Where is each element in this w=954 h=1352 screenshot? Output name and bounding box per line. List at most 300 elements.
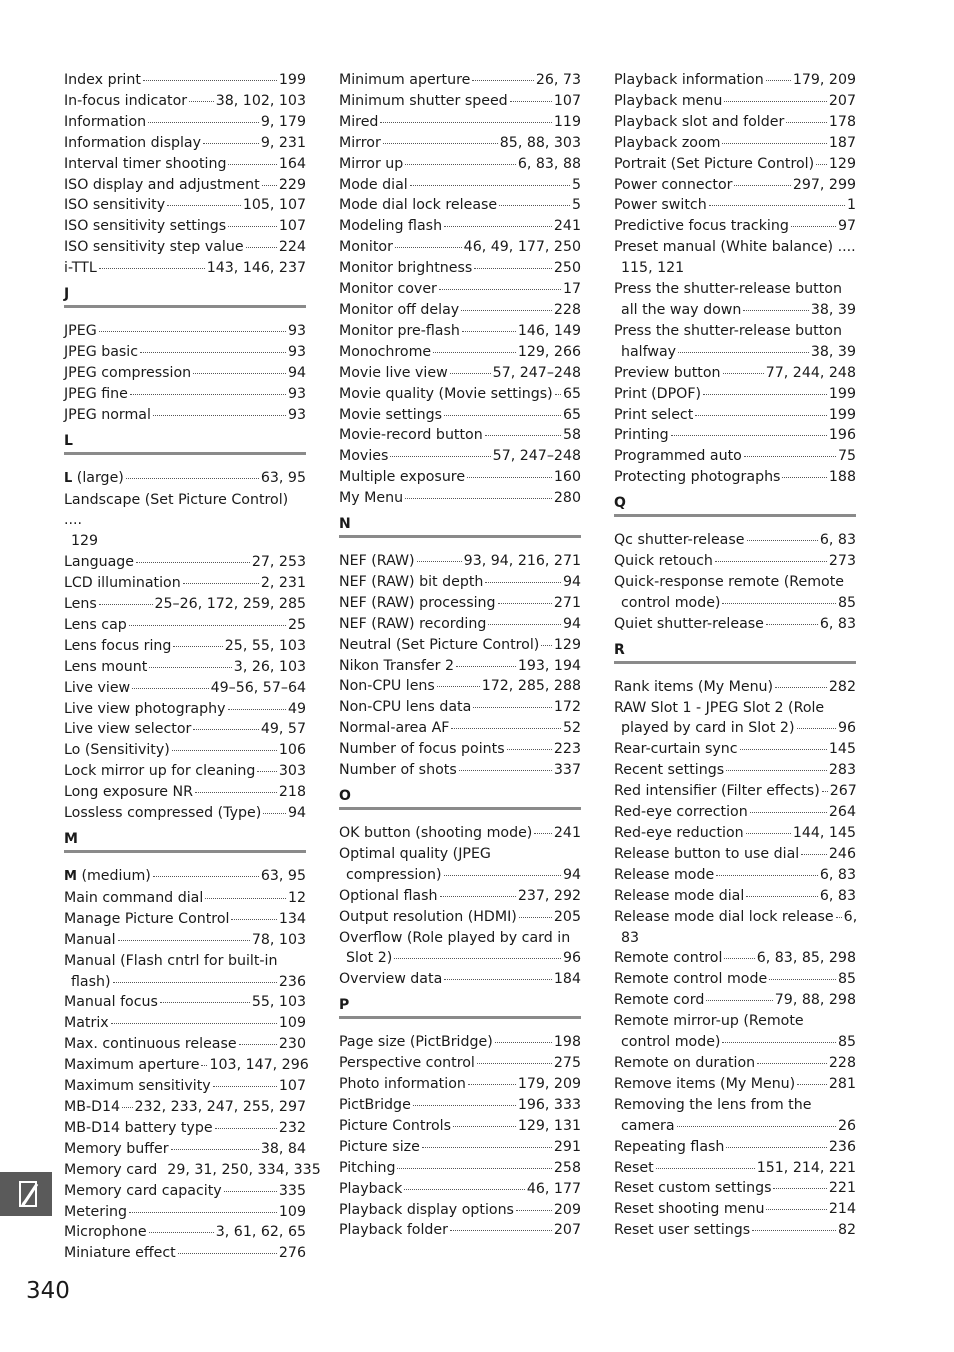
entry-pages: 236 — [828, 1138, 856, 1155]
entry-term: Mode dial lock release — [339, 197, 498, 214]
leader-dots — [724, 101, 827, 102]
index-entry — [339, 635, 581, 656]
leader-dots — [153, 415, 286, 416]
index-entry — [64, 154, 306, 175]
leader-dots — [417, 561, 462, 562]
entry-term: Movie-record button — [339, 427, 483, 444]
entry-pages: 105, 107 — [242, 197, 306, 214]
leader-dots — [474, 268, 552, 269]
index-entry — [614, 321, 856, 363]
entry-pages: 276 — [278, 1245, 306, 1262]
entry-term: Preset manual (White balance) — [614, 239, 834, 256]
entry-pages: 96 — [837, 720, 856, 737]
index-entry — [64, 909, 306, 930]
entry-pages: 1 — [846, 197, 856, 214]
entry-term: Release mode dial lock release — [614, 908, 834, 925]
index-entry — [339, 1200, 581, 1221]
entry-term: Mirror up — [339, 155, 404, 172]
entry-term: Manual (Flash cntrl for built-in — [64, 952, 278, 969]
entry-continuation: compression) — [346, 866, 442, 883]
leader-dots — [173, 646, 222, 647]
leader-dots — [213, 1086, 277, 1087]
entry-pages: 9, 231 — [260, 134, 306, 151]
leader-dots — [671, 435, 827, 436]
leader-dots — [228, 709, 286, 710]
entry-term-text: (medium) — [76, 868, 151, 884]
entry-term: Playback slot and folder — [614, 113, 785, 130]
leader-dots — [140, 352, 286, 353]
entry-pages: 282 — [828, 678, 856, 695]
entry-pages: 143, 146, 237 — [206, 260, 306, 277]
entry-term: Manual focus — [64, 994, 158, 1011]
leader-dots — [656, 1168, 755, 1169]
index-entry — [614, 802, 856, 823]
entry-pages: 224 — [278, 239, 306, 256]
leader-dots — [450, 373, 491, 374]
index-entry — [339, 258, 581, 279]
leader-dots — [541, 645, 552, 646]
entry-term: Microphone — [64, 1224, 147, 1241]
index-entry — [339, 1074, 581, 1095]
index-entry — [339, 886, 581, 907]
leader-dots — [129, 625, 286, 626]
entry-pages: 38, 39 — [810, 343, 856, 360]
index-entry — [614, 405, 856, 426]
section-tab — [0, 1172, 52, 1216]
entry-pages: 2, 231 — [260, 575, 306, 592]
index-entry — [339, 154, 581, 175]
entry-pages: 228 — [553, 301, 581, 318]
index-entry — [614, 1053, 856, 1074]
entry-term: Remote control mode — [614, 971, 768, 988]
leader-dots — [193, 729, 259, 730]
entry-term: Red-eye reduction — [614, 825, 744, 841]
entry-pages: 6, 83 — [819, 887, 856, 904]
section-letter-m: M — [64, 831, 306, 853]
leader-dots — [183, 583, 259, 584]
index-entry — [64, 384, 306, 405]
leader-dots — [405, 498, 552, 499]
entry-term: Picture size — [339, 1138, 420, 1155]
leader-dots — [171, 1149, 259, 1150]
index-entry — [64, 678, 306, 699]
index-entry — [64, 1013, 306, 1034]
entry-pages: 77, 244, 248 — [765, 364, 856, 381]
entry-term: Preview button — [614, 364, 721, 381]
entry-term: Maximum sensitivity — [64, 1078, 211, 1095]
entry-term: PictBridge — [339, 1096, 411, 1113]
leader-dots — [143, 80, 277, 81]
index-entry — [614, 195, 856, 216]
entry-pages: 65 — [562, 406, 581, 423]
entry-term: Minimum aperture — [339, 72, 471, 88]
leader-dots — [167, 205, 241, 206]
leader-dots — [113, 982, 277, 983]
index-entry — [339, 551, 581, 572]
entry-pages: 164 — [278, 155, 306, 172]
leader-dots — [555, 394, 561, 395]
index-entry — [614, 384, 856, 405]
entry-term: Multiple exposure — [339, 469, 466, 486]
entry-pages: 94 — [562, 866, 581, 883]
leader-dots — [498, 603, 552, 604]
leader-dots — [499, 205, 570, 206]
leader-dots — [461, 310, 552, 311]
index-entry — [64, 1222, 306, 1243]
entry-pages: 267 — [829, 783, 857, 800]
index-entry — [339, 1137, 581, 1158]
entry-continuation: camera — [621, 1117, 675, 1134]
entry-term — [64, 866, 151, 888]
index-entry — [64, 573, 306, 594]
index-entry — [339, 237, 581, 258]
entry-pages: 273 — [828, 553, 856, 570]
leader-dots — [797, 728, 836, 729]
entry-term: OK button (shooting mode) — [339, 825, 533, 841]
leader-dots — [769, 979, 836, 980]
leader-dots — [726, 770, 827, 771]
entry-term: Pitching — [339, 1159, 396, 1176]
entry-term: Index print — [64, 72, 141, 88]
entry-pages: 85 — [837, 1034, 856, 1051]
entry-term: Press the shutter-release button — [614, 322, 842, 339]
entry-pages: 237, 292 — [517, 887, 581, 904]
leader-dots — [836, 917, 842, 918]
entry-pages: 145 — [828, 741, 856, 758]
entry-continuation: flash) — [71, 973, 111, 990]
entry-term: Picture Controls — [339, 1117, 451, 1134]
entry-term: Lossless compressed (Type) — [64, 805, 262, 822]
entry-pages: 6, 83, 85, 298 — [756, 950, 856, 967]
leader-dots — [149, 1232, 214, 1233]
leader-dots — [453, 1126, 516, 1127]
leader-dots — [394, 958, 561, 959]
leader-dots — [444, 415, 561, 416]
entry-term: Playback folder — [339, 1222, 448, 1239]
entry-pages: 97 — [837, 218, 856, 235]
entry-term: Monochrome — [339, 343, 432, 360]
index-entry — [339, 969, 581, 990]
leader-dots — [485, 582, 561, 583]
leader-dots — [239, 1044, 277, 1045]
entry-term: Live view selector — [64, 721, 192, 738]
entry-term: Reset custom settings — [614, 1180, 772, 1197]
leader-dots — [746, 896, 818, 897]
index-entry — [64, 699, 306, 720]
index-entry — [339, 112, 581, 133]
entry-pages: 12 — [287, 889, 306, 906]
leader-dots — [782, 477, 826, 478]
entry-term: Number of focus points — [339, 741, 505, 758]
entry-pages: 103, 147, 296 — [209, 1057, 309, 1074]
entry-term: RAW Slot 1 - JPEG Slot 2 (Role — [614, 699, 825, 716]
entry-pages: 199 — [278, 72, 306, 88]
index-entry — [339, 425, 581, 446]
leader-dots — [437, 686, 480, 687]
index-entry — [614, 614, 856, 635]
entry-term: Minimum shutter speed — [339, 92, 508, 109]
entry-continuation: 115, 121 — [621, 260, 685, 277]
index-entry — [614, 279, 856, 321]
section-letter-r: R — [614, 642, 856, 664]
leader-dots — [122, 1107, 132, 1108]
leader-dots — [757, 1063, 827, 1064]
entry-term: Movies — [339, 448, 389, 465]
entry-term: Max. continuous release — [64, 1036, 237, 1053]
leader-dots — [488, 624, 561, 625]
entry-term: Overflow (Role played by card in — [339, 929, 571, 946]
index-entry — [339, 1032, 581, 1053]
index-entry — [339, 446, 581, 467]
entry-term: Language — [64, 554, 135, 571]
entry-term: Printing — [614, 427, 669, 444]
entry-pages: 207 — [828, 92, 856, 109]
entry-term: Information — [64, 113, 147, 130]
index-entry — [339, 384, 581, 405]
leader-dots — [722, 603, 835, 604]
leader-dots — [791, 226, 836, 227]
entry-continuation: control mode) — [621, 594, 721, 611]
entry-pages: 107 — [278, 1078, 306, 1095]
leader-dots — [160, 1002, 250, 1003]
index-entry — [614, 990, 856, 1011]
entry-pages: 207 — [553, 1222, 581, 1239]
index-entry — [614, 739, 856, 760]
index-entry — [614, 907, 856, 949]
entry-term: Predictive focus tracking — [614, 218, 789, 235]
index-entry — [614, 216, 856, 237]
leader-dots — [766, 1209, 826, 1210]
index-entry — [339, 572, 581, 593]
index-entry — [614, 969, 856, 990]
entry-pages: 129, 266 — [517, 343, 581, 360]
entry-term: Monitor cover — [339, 281, 437, 298]
entry-term: Memory buffer — [64, 1140, 169, 1157]
index-entry — [339, 216, 581, 237]
entry-pages: 49, 57 — [260, 721, 306, 738]
index-entry — [339, 91, 581, 112]
entry-term: Main command dial — [64, 889, 204, 906]
entry-pages: 57, 247–248 — [492, 448, 581, 465]
leader-dots — [439, 289, 561, 290]
entry-pages: 241 — [553, 218, 581, 235]
entry-pages: 246 — [828, 845, 856, 862]
entry-pages: 94 — [287, 364, 306, 381]
leader-dots — [246, 247, 277, 248]
section-letter-q: Q — [614, 495, 856, 517]
entry-pages: 178 — [828, 113, 856, 130]
entry-term: Memory card capacity — [64, 1182, 222, 1199]
entry-pages: 78, 103 — [251, 931, 306, 948]
entry-pages: 106 — [278, 742, 306, 759]
entry-pages: 119 — [553, 113, 581, 130]
entry-term: Live view — [64, 679, 131, 696]
index-entry — [339, 907, 581, 928]
entry-pages: 283 — [828, 762, 856, 779]
index-entry — [64, 112, 306, 133]
section-letter-j: J — [64, 286, 306, 308]
entry-term: Remote control — [614, 950, 723, 967]
entry-pages: 184 — [553, 971, 581, 988]
entry-pages: 297, 299 — [792, 176, 856, 193]
entry-term: ISO display and adjustment — [64, 176, 260, 193]
leader-dots — [695, 415, 827, 416]
entry-term: Monitor pre-flash — [339, 322, 460, 339]
entry-term: Playback — [339, 1180, 403, 1197]
index-entry — [339, 321, 581, 342]
index-entry — [64, 342, 306, 363]
entry-continuation: Slot 2) — [346, 950, 393, 967]
entry-term: Normal-area AF — [339, 720, 450, 737]
index-entry — [614, 91, 856, 112]
leader-dots — [257, 771, 277, 772]
index-entry — [64, 1055, 309, 1076]
index-entry — [64, 321, 306, 342]
entry-pages: 96 — [562, 950, 581, 967]
index-entry — [339, 1220, 581, 1241]
entry-pages: 93 — [287, 406, 306, 423]
entry-pages: 196 — [828, 427, 856, 444]
entry-term: In-focus indicator — [64, 92, 188, 109]
entry-term: Non-CPU lens data — [339, 699, 472, 716]
leader-dots — [132, 688, 208, 689]
entry-pages: 93 — [287, 385, 306, 402]
leader-dots — [203, 143, 259, 144]
entry-term: Lens — [64, 596, 97, 613]
entry-continuation: all the way down — [621, 301, 742, 318]
index-entry — [64, 657, 306, 678]
leader-dots — [801, 854, 827, 855]
leader-dots — [440, 896, 516, 897]
leader-dots — [380, 122, 551, 123]
leader-dots — [395, 247, 462, 248]
entry-pages: 85 — [837, 594, 856, 611]
entry-term: Playback information — [614, 72, 764, 88]
index-entry — [614, 70, 856, 91]
entry-term: My Menu — [339, 490, 404, 507]
leader-dots — [231, 919, 276, 920]
leader-dots — [459, 770, 552, 771]
index-entry — [64, 866, 306, 888]
entry-pages: 218 — [278, 784, 306, 801]
entry-term: Lens focus ring — [64, 637, 172, 654]
entry-term: NEF (RAW) — [339, 553, 415, 570]
entry-pages: 49–56, 57–64 — [210, 679, 306, 696]
index-entry — [614, 1011, 856, 1053]
index-entry — [64, 91, 306, 112]
leader-dots — [773, 1188, 826, 1189]
index-entry — [339, 593, 581, 614]
entry-term: Page size (PictBridge) — [339, 1034, 493, 1051]
leader-dots — [786, 122, 827, 123]
entry-term: Playback menu — [614, 92, 723, 109]
entry-term: Non-CPU lens — [339, 678, 435, 695]
index-entry — [64, 782, 306, 803]
entry-pages: 230 — [278, 1036, 306, 1053]
index-entry — [64, 992, 306, 1013]
entry-term: Mode dial — [339, 176, 408, 193]
entry-term: Live view photography — [64, 700, 226, 717]
entry-term: Matrix — [64, 1015, 109, 1032]
leader-dots — [262, 185, 277, 186]
index-entry — [614, 530, 856, 551]
index-entry — [64, 1160, 321, 1181]
entry-term: Rank items (My Menu) — [614, 678, 774, 695]
entry-term: Print select — [614, 406, 694, 423]
leader-dots — [99, 268, 205, 269]
entry-term: MB-D14 — [64, 1098, 121, 1115]
leader-dots — [746, 833, 791, 834]
entry-term: Release mode — [614, 866, 715, 883]
index-entry — [64, 195, 306, 216]
index-entry — [64, 1202, 306, 1223]
index-entry — [64, 951, 306, 993]
section-letter-o: O — [339, 788, 581, 810]
index-column-2 — [339, 70, 581, 1241]
index-entry — [339, 739, 581, 760]
leader-dots: .... — [64, 512, 83, 529]
page-number: 340 — [26, 1278, 70, 1304]
index-entry — [614, 363, 856, 384]
index-entry — [614, 844, 856, 865]
index-entry — [339, 760, 581, 781]
index-column-1 — [64, 70, 321, 1264]
entry-term: Reset shooting menu — [614, 1201, 765, 1218]
index-entry — [614, 1137, 856, 1158]
leader-dots — [534, 833, 552, 834]
entry-pages: 85 — [837, 971, 856, 988]
leader-dots — [467, 477, 552, 478]
entry-pages: 109 — [278, 1015, 306, 1032]
entry-pages: 93 — [287, 343, 306, 360]
entry-term: Playback display options — [339, 1201, 514, 1218]
index-entry — [64, 1139, 306, 1160]
entry-pages: 187 — [828, 134, 856, 151]
entry-pages: 250 — [553, 260, 581, 277]
entry-pages: 172, 285, 288 — [481, 678, 581, 695]
leader-dots — [215, 1128, 277, 1129]
entry-pages: 232, 233, 247, 255, 297 — [134, 1098, 306, 1115]
index-entry — [614, 781, 856, 802]
entry-pages: 93, 94, 216, 271 — [463, 553, 581, 570]
leader-dots — [413, 1105, 516, 1106]
index-entry — [339, 718, 581, 739]
entry-pages: 3, 26, 103 — [233, 658, 306, 675]
entry-term: JPEG normal — [64, 406, 151, 423]
entry-term: Memory card — [64, 1161, 158, 1178]
entry-pages: 107 — [278, 218, 306, 235]
entry-pages: 38, 84 — [260, 1140, 306, 1157]
index-entry — [64, 405, 306, 426]
entry-term: Neutral (Set Picture Control) — [339, 636, 540, 653]
leader-dots — [450, 1230, 552, 1231]
entry-term: Movie quality (Movie settings) — [339, 385, 553, 402]
entry-term: Optional flash — [339, 887, 438, 904]
entry-pages: 5 — [571, 197, 581, 214]
entry-term: Power switch — [614, 197, 707, 214]
entry-pages: 221 — [828, 1180, 856, 1197]
leader-dots — [495, 1042, 552, 1043]
leader-dots — [444, 875, 561, 876]
entry-term: Information display — [64, 134, 202, 151]
entry-term: Perspective control — [339, 1055, 475, 1072]
leader-dots — [195, 792, 277, 793]
leader-dots — [462, 331, 516, 332]
entry-term: Power connector — [614, 176, 733, 193]
entry-term-text: (large) — [72, 469, 124, 486]
entry-pages: 196, 333 — [517, 1096, 581, 1113]
index-entry — [339, 488, 581, 509]
